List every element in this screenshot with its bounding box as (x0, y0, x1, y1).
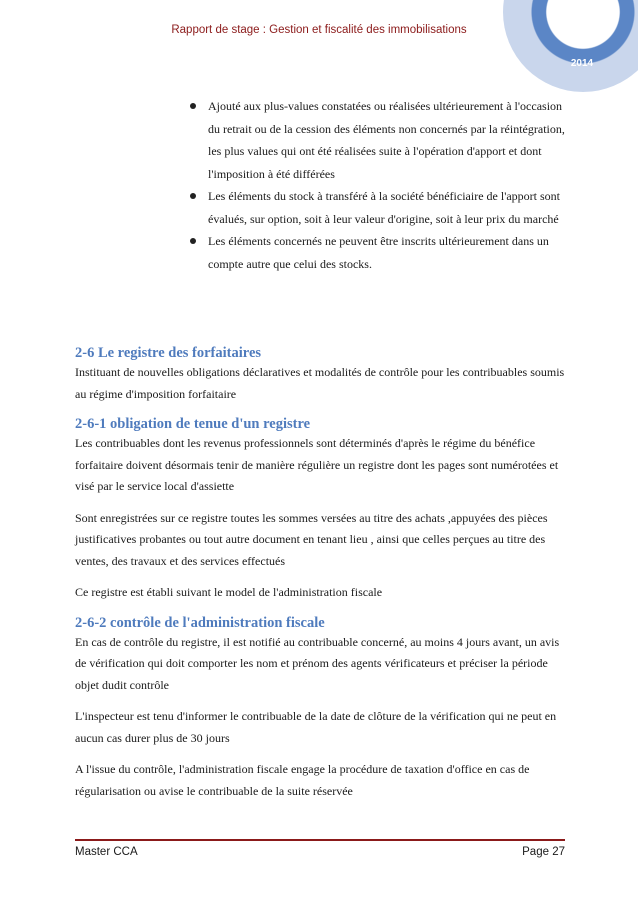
year-badge-circle (503, 0, 638, 92)
bullet-item (186, 230, 566, 275)
year-badge-text: 2014 (570, 58, 594, 69)
bullet-list (186, 95, 566, 275)
paragraph: L'inspecteur est tenu d'informer le contribuable de la date de clôture de la vérification qui ne peut en aucun cas durer plus de 30 jours (75, 709, 557, 745)
paragraph: A l'issue du contrôle, l'administration fiscale engage la procédure de taxation d'office en cas de régularisation ou avise le contribuable de la suite réservée (75, 762, 530, 798)
bullet-text: Ajouté aux plus-values constatées ou réalisées ultérieurement à l'occasion du retrait ou de la cession des éléments non concernés par la réintégration, les plus values qui ont été réalisées suite à l'opération d'apport et dont l'imposition à été différées (208, 99, 565, 181)
bullet-item (186, 185, 566, 230)
bullet-item (186, 95, 566, 185)
footer-divider (75, 839, 565, 841)
paragraph: Instituant de nouvelles obligations déclaratives et modalités de contrôle pour les contribuables soumis au régime d'imposition forfaitaire (75, 365, 565, 401)
section-heading: 2-6 Le registre des forfaitaires (75, 345, 262, 361)
bullet-dot-icon (190, 103, 196, 109)
paragraph: Sont enregistrées sur ce registre toutes les sommes versées au titre des achats ,appuyées des pièces justificatives probantes ou tout autre document en tenant lieu , ainsi que celles perçues au titre des ventes, des travaux et des services effectués (75, 510, 548, 568)
bullet-dot-icon (190, 193, 196, 199)
header-title: Rapport de stage : Gestion et fiscalité des immobilisations (171, 24, 467, 36)
bullet-text: Les éléments du stock à transféré à la société bénéficiaire de l'apport sont évalués, sur option, soit à leur valeur d'origine, soit à leur prix du marché (208, 189, 561, 226)
bullet-dot-icon (190, 238, 196, 244)
main-content (75, 344, 565, 802)
paragraph: En cas de contrôle du registre, il est notifié au contribuable concerné, au moins 4 jours avant, un avis de vérification qui doit comporter les nom et prénom des agents vérificateurs et préciser la période objet dudit contrôle (75, 634, 560, 692)
bullet-text: Les éléments concernés ne peuvent être inscrits ultérieurement dans un compte autre que celui des stocks. (208, 234, 549, 271)
paragraph: Ce registre est établi suivant le model de l'administration fiscale (75, 585, 383, 599)
section-heading: 2-6-2 contrôle de l'administration fiscale (75, 614, 325, 631)
paragraph: Les contribuables dont les revenus professionnels sont déterminés d'après le régime du bénéfice forfaitaire doivent désormais tenir de manière régulière un registre dont les pages sont numérotées et visé par le service local d'assiette (75, 436, 559, 493)
footer-left-text: Master CCA (75, 846, 138, 858)
section-heading: 2-6-1 obligation de tenue d'un registre (75, 416, 311, 432)
page-number: Page 27 (522, 846, 565, 858)
